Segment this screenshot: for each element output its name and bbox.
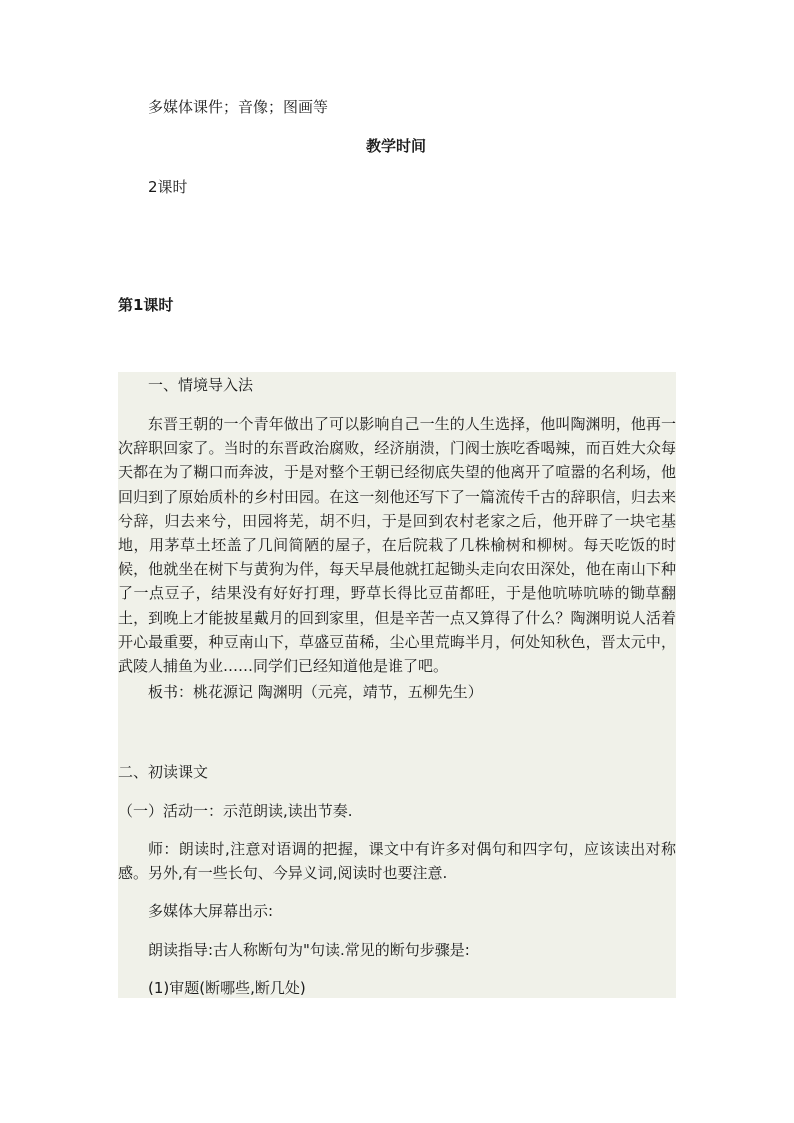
section-1-heading: 一、情境导入法 bbox=[148, 376, 254, 394]
reading-guide: 朗读指导:古人称断句为"句读.常见的断句步骤是: bbox=[148, 941, 470, 959]
board-notes: 板书：桃花源记 陶渊明（元亮，靖节，五柳先生） bbox=[148, 683, 483, 701]
lesson-title: 第1课时 bbox=[118, 296, 174, 314]
teaching-time-value: 2课时 bbox=[148, 178, 188, 196]
section-1-body: 东晋王朝的一个青年做出了可以影响自己一生的人生选择，他叫陶渊明，他再一次辞职回家了。当时的东晋政治腐败，经济崩溃，门阀士族吃香喝辣，而百姓大众每天都在为了糊口而奔波，于是对整个王朝已经彻底失望的他离开了喧嚣的名利场，他回归到了原始质朴的乡村田园。在这一刻他还写下了一篇流传千古的辞职信，归去来兮辞，归去来兮，田园将芜，胡不归，于是回到农村老家之后，他开辟了一块宅基地，用茅草土坯盖了几间简陋的屋子，在后院栽了几株榆树和柳树。每天吃饭的时候，他就坐在树下与黄狗为伴，每天早晨他就扛起锄头走向农田深处，他在南山下种了一点豆子，结果没有好好打理，野草长得比豆苗都旺，于是他吭哧吭哧的锄草翻土，到晚上才能披星戴月的回到家里，但是辛苦一点又算得了什么？陶渊明说人活着开心最重要，种豆南山下，草盛豆苗稀，尘心里荒晦半月，何处知秋色，晋太元中，武陵人捕鱼为业……同学们已经知道他是谁了吧。 bbox=[118, 415, 676, 676]
teaching-time-heading: 教学时间 bbox=[366, 137, 427, 155]
activity-1: （一）活动一：示范朗读,读出节奏. bbox=[118, 802, 353, 820]
step-1: (1)审题(断哪些,断几处) bbox=[148, 979, 306, 997]
materials-line: 多媒体课件；音像；图画等 bbox=[148, 98, 329, 116]
screen-display: 多媒体大屏幕出示: bbox=[148, 902, 274, 920]
section-2-heading: 二、初读课文 bbox=[118, 763, 209, 781]
teacher-instruction: 师：朗读时,注意对语调的把握，课文中有许多对偶句和四字句，应该读出对称感。另外,有一些长句、今异义词,阅读时也要注意. bbox=[118, 840, 676, 883]
